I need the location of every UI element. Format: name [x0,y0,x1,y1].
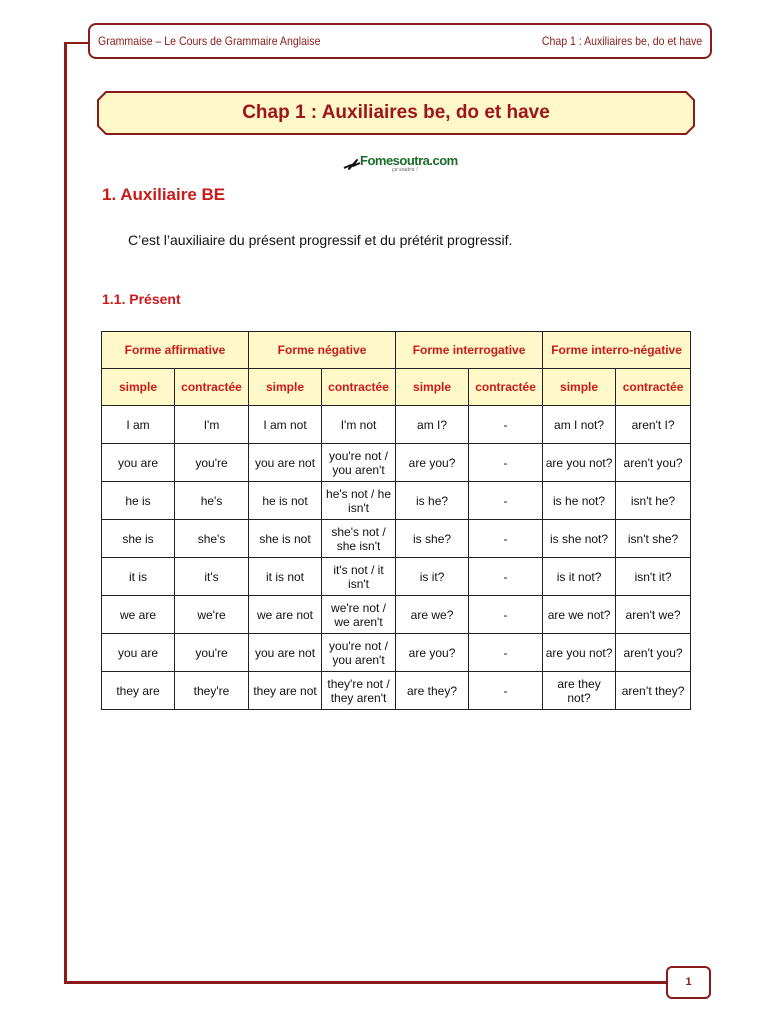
table-cell: she is [102,520,175,558]
table-cell: she is not [249,520,322,558]
table-cell: you're [175,444,249,482]
table-cell: I am not [249,406,322,444]
table-cell: - [469,672,543,710]
table-cell: you are not [249,444,322,482]
frame-top-connector [64,42,90,44]
table-cell: isn't she? [616,520,691,558]
table-cell: they are not [249,672,322,710]
table-cell: I am [102,406,175,444]
chapter-banner [96,90,696,136]
table-cell: you are [102,634,175,672]
table-cell: aren’t they? [616,672,691,710]
table-cell: you are [102,444,175,482]
logo-swoosh-icon [342,154,362,174]
frame-bottom-line [64,981,668,984]
table-cell: are you not? [543,444,616,482]
header-chapter-title: Chap 1 : Auxiliaires be, do et have [541,34,702,48]
table-cell: aren't we? [616,596,691,634]
table-row [102,520,691,558]
table-subheader-row [102,369,691,406]
table-cell: - [469,444,543,482]
table-cell: - [469,634,543,672]
table-cell: we're [175,596,249,634]
table-cell: are they? [396,672,469,710]
page-header [88,23,712,59]
table-cell: are you? [396,634,469,672]
subheader-cell: simple [249,369,322,406]
header-affirmative: Forme affirmative [102,332,249,369]
table-cell: is he not? [543,482,616,520]
table-row [102,444,691,482]
table-cell: isn't it? [616,558,691,596]
table-cell: is she? [396,520,469,558]
table-cell: they're not / they aren't [322,672,396,710]
table-cell: you are not [249,634,322,672]
table-cell: she's [175,520,249,558]
fomesoutra-logo [340,152,458,176]
chapter-title: Chap 1 : Auxiliaires be, do et have [242,102,550,123]
table-cell: he is not [249,482,322,520]
table-cell: he's [175,482,249,520]
frame-left-line [64,42,67,984]
table-cell: am I not? [543,406,616,444]
table-cell: - [469,406,543,444]
table-cell: aren't you? [616,634,691,672]
subsection-title: 1.1. Présent [102,291,181,307]
table-cell: is it not? [543,558,616,596]
table-cell: she's not / she isn't [322,520,396,558]
table-row [102,482,691,520]
table-cell: they're [175,672,249,710]
page-number: 1 [685,976,692,988]
table-cell: I'm not [322,406,396,444]
table-row [102,558,691,596]
table-cell: is he? [396,482,469,520]
table-row [102,596,691,634]
table-cell: I'm [175,406,249,444]
table-row [102,406,691,444]
table-cell: it is not [249,558,322,596]
table-group-header-row [102,332,691,369]
header-interro-negative: Forme interro-négative [543,332,691,369]
intro-paragraph: C’est l’auxiliaire du présent progressif et du prétérit progressif. [128,232,513,248]
table-cell: - [469,558,543,596]
page-number-box [666,966,711,999]
table-cell: you're not / you aren't [322,634,396,672]
table-cell: are we not? [543,596,616,634]
subheader-cell: contractée [175,369,249,406]
table-cell: he's not / he isn't [322,482,396,520]
table-cell: aren't I? [616,406,691,444]
table-cell: - [469,596,543,634]
subheader-cell: simple [102,369,175,406]
table-cell: he is [102,482,175,520]
table-cell: aren't you? [616,444,691,482]
subheader-cell: contractée [616,369,691,406]
header-interrogative: Forme interrogative [396,332,543,369]
logo-tagline: ça soutra ! [392,167,418,173]
subheader-cell: simple [396,369,469,406]
header-course-title: Grammaise – Le Cours de Grammaire Anglaise [98,34,321,48]
table-cell: is she not? [543,520,616,558]
header-negative: Forme négative [249,332,396,369]
table-cell: we are [102,596,175,634]
table-cell: it is [102,558,175,596]
subheader-cell: contractée [322,369,396,406]
table-cell: am I? [396,406,469,444]
table-cell: are you not? [543,634,616,672]
table-row [102,634,691,672]
table-cell: you're [175,634,249,672]
subheader-cell: contractée [469,369,543,406]
table-cell: it's not / it isn't [322,558,396,596]
table-cell: are we? [396,596,469,634]
conjugation-table [101,331,691,710]
table-cell: - [469,520,543,558]
table-cell: isn't he? [616,482,691,520]
table-row [102,672,691,710]
logo-text: Fomesoutra.com [360,153,458,168]
section-title: 1. Auxiliaire BE [102,185,226,204]
table-cell: is it? [396,558,469,596]
subheader-cell: simple [543,369,616,406]
table-cell: are they not? [543,672,616,710]
table-cell: it's [175,558,249,596]
table-cell: - [469,482,543,520]
table-cell: are you? [396,444,469,482]
table-cell: we are not [249,596,322,634]
table-cell: they are [102,672,175,710]
table-cell: we're not / we aren't [322,596,396,634]
table-cell: you're not / you aren't [322,444,396,482]
